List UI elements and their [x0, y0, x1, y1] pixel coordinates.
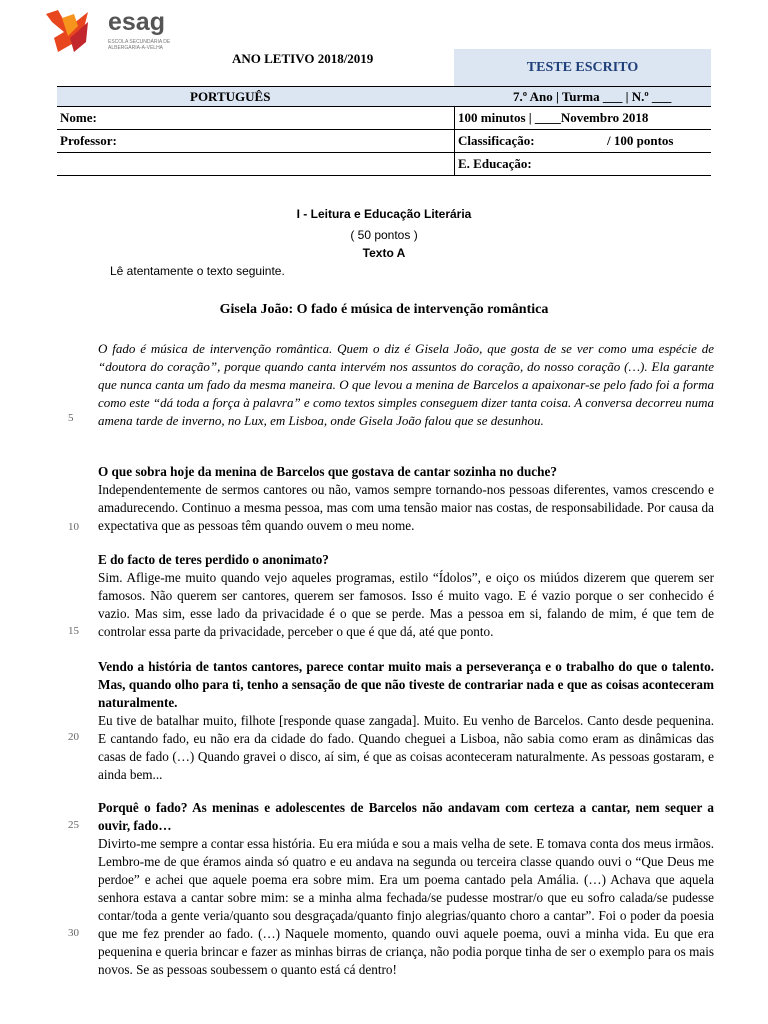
section-heading: I - Leitura e Educação Literária: [296, 207, 472, 221]
answer-1: Independentemente de sermos cantores ou não, vamos sempre tornando-nos pessoas diferentes, vamos crescendo e amadurecendo. Continuo a mesma pessoa, mas com uma tensão maior nas costas, de responsabilidade. Por causa da expectativa que as pessoas têm quando ouvem o meu nome.: [98, 482, 714, 533]
answer-3: Eu tive de batalhar muito, filhote [responde quase zangada]. Muito. Eu venho de Barcelos. Canto desde pequenina. E cantando fado, eu não era da cidade do fado. Quando cheguei a Lisboa, não sabia como eram as dinâmicas das casas de fado (…) Quando gravei o disco, aí sim, é que as coisas aconteceram naturalmente. As pessoas gostaram, e ainda bem...: [98, 713, 714, 782]
table-vline: [454, 106, 455, 175]
test-type: TESTE ESCRITO: [526, 60, 639, 75]
line-number: 25: [68, 819, 79, 831]
table-line: [57, 175, 711, 176]
duration-line: 100 minutos | ____Novembro 2018: [458, 110, 649, 125]
name-label: Nome:: [60, 110, 97, 125]
line-number: 10: [68, 521, 79, 533]
table-line: [57, 129, 711, 130]
answer-2: Sim. Aflige-me muito quando vejo aqueles programas, estilo “Ídolos”, e oiço os miúdos dizerem que querem ser famosos. Não querem ser cantores, querem ser famosos. Isso é muito vago. E é vazio porque o ser conhecido é vazio. Mas sim, esse lado da privacidade é o que se perde. Mas a pessoa em si, falando de mim, é que tem de controlar essa parte da privacidade, perceber o que é que dá, até que ponto.: [98, 570, 714, 639]
table-line: [57, 106, 711, 107]
intro-text: O fado é música de intervenção romântica. Quem o diz é Gisela João, que gosta de se ver como uma espécie de “doutora do coração”, porque quando canta intervém nos assuntos do coração, do nosso coração (…). Ela garante que nunca canta um fado da mesma maneira. O que levou a menina de Barcelos a apaixonar-se pelo fado foi a forma como este “dá toda a força à palavra” e como textos simples conseguem dizer tanta coisa. A conversa decorreu numa amena tarde de inverno, no Lux, em Lisboa, onde Gisela João falou que se desunhou.: [98, 341, 714, 428]
points-label: / 100 pontos: [607, 133, 674, 148]
guardian-label: E. Educação:: [458, 156, 532, 171]
article-title: Gisela João: O fado é música de intervenção romântica: [219, 302, 549, 317]
article-intro: [98, 340, 714, 430]
line-number: 30: [68, 927, 79, 939]
line-number: 15: [68, 625, 79, 637]
question-2: E do facto de teres perdido o anonimato?: [98, 552, 329, 567]
school-year: ANO LETIVO 2018/2019: [232, 51, 374, 66]
logo-name: esag: [108, 8, 165, 36]
section-points: ( 50 pontos ): [350, 228, 418, 242]
question-4: Porquê o fado? As meninas e adolescentes de Barcelos não andavam com certeza a cantar, nem sequer a ouvir, fado…: [98, 800, 714, 833]
teacher-label: Professor:: [60, 133, 117, 148]
line-number: 5: [68, 412, 74, 424]
classification-label: Classificação:: [458, 133, 535, 148]
text-label: Texto A: [362, 246, 406, 260]
instruction: Lê atentamente o texto seguinte.: [110, 264, 285, 278]
subject: PORTUGUÊS: [190, 89, 271, 104]
table-line: [57, 152, 711, 153]
question-3: Vendo a história de tantos cantores, parece contar muito mais a perseverança e o trabalho do que o talento. Mas, quando olho para ti, tenho a sensação de que não tiveste de contrariar nada e que as coisas aconteceram naturalmente.: [98, 659, 714, 710]
line-number: 20: [68, 731, 79, 743]
logo-subtitle: ESCOLA SECUNDÁRIA DE ALBERGARIA-A-VELHA: [108, 39, 171, 51]
grade-line: 7.º Ano | Turma ___ | N.º ___: [513, 89, 672, 104]
question-1: O que sobra hoje da menina de Barcelos que gostava de cantar sozinha no duche?: [98, 464, 557, 479]
answer-4: Divirto-me sempre a contar essa história. Eu era miúda e sou a mais velha de sete. E tomava conta dos meus irmãos. Lembro-me de que éramos ainda só quatro e eu andava na segunda ou terceira classe quando ouvi o “Que Deus me perdoe” e achei que aquele poema era sobre mim. Era um poema cantado pela Amália. (…) Achava que aquela senhora estava a cantar sobre mim: se a minha alma fechada/se pudesse mostrar/o que eu sofro calada/se pudesse contar/toda a gente veria/quanto sou desgraçada/quanto finjo alegrias/quanto choro a cantar”. Foi o poder da poesia que me fez prender ao fado. (…) Naquele momento, quando ouvi aquele poema, ouvi a minha vida. Eu que era pequenina e queria brincar e fazer as minhas birras de criança, não podia porque tinha de ser o exemplo para os mais novos. Se as pessoas soubessem o quanto está cá dentro!: [98, 836, 714, 977]
